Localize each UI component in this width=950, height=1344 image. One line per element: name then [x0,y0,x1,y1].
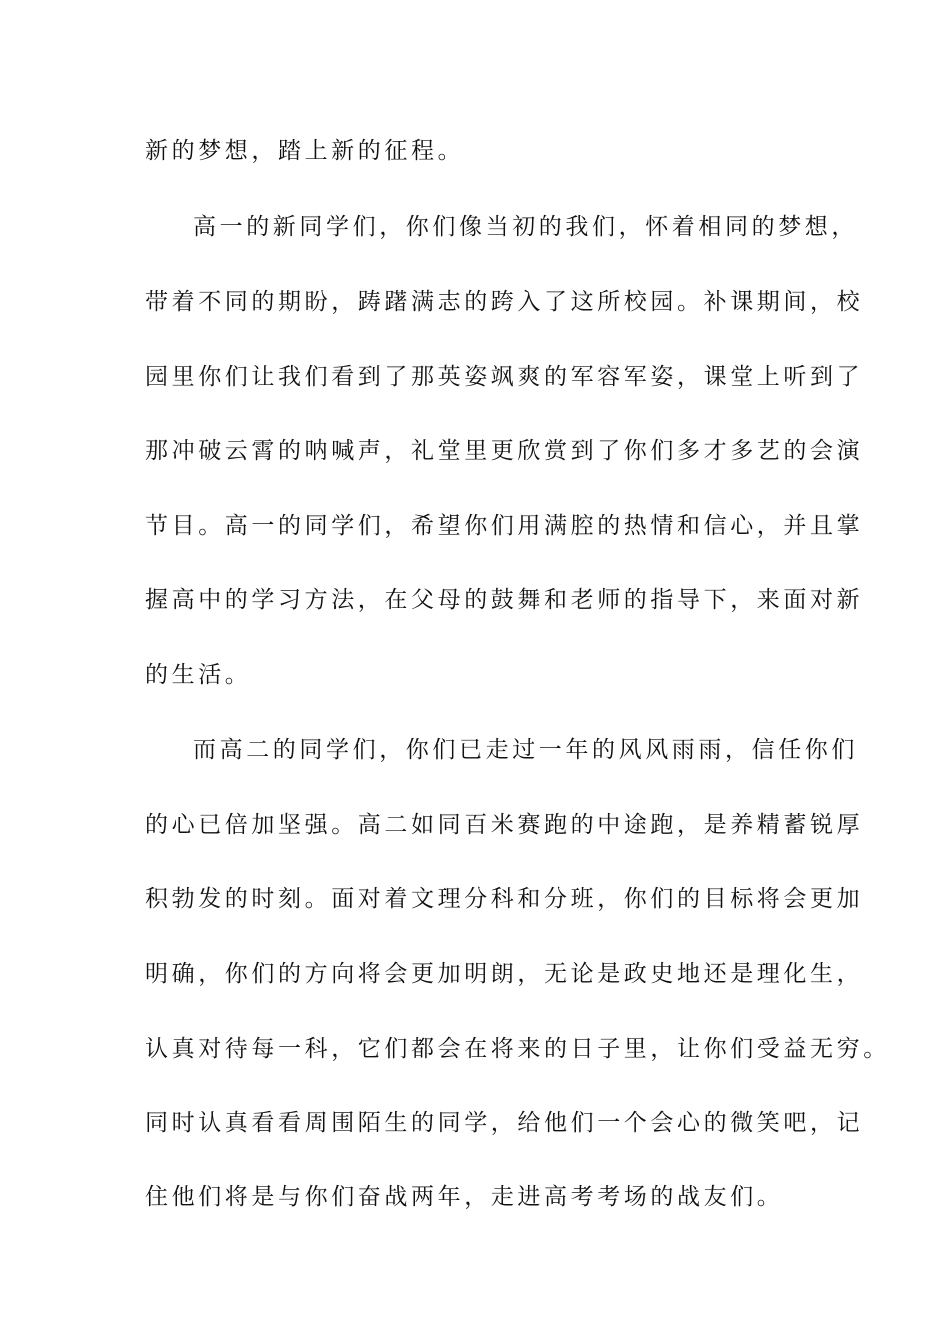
paragraph-line: 高一的新同学们，你们像当初的我们，怀着相同的梦想， [193,214,858,240]
paragraph-line: 认真对待每一科，它们都会在将来的日子里，让你们受益无穷。 [145,1036,890,1062]
paragraph-line: 园里你们让我们看到了那英姿飒爽的军容军姿，课堂上听到了 [145,364,864,390]
paragraph-line: 明确，你们的方向将会更加明朗，无论是政史地还是理化生， [145,961,864,987]
paragraph-line: 新的梦想，踏上新的征程。 [145,138,465,164]
paragraph-line: 的心已倍加坚强。高二如同百米赛跑的中途跑，是养精蓄锐厚 [145,812,864,838]
paragraph-line: 节目。高一的同学们，希望你们用满腔的热情和信心，并且掌 [145,513,864,539]
paragraph-line: 住他们将是与你们奋战两年，走进高考考场的战友们。 [145,1184,784,1210]
paragraph-line: 的生活。 [145,662,252,688]
paragraph-line: 握高中的学习方法，在父母的鼓舞和老师的指导下，来面对新 [145,587,864,613]
paragraph-line: 而高二的同学们，你们已走过一年的风风雨雨，信任你们 [193,737,858,763]
paragraph-line: 那冲破云霄的呐喊声，礼堂里更欣赏到了你们多才多艺的会演 [145,438,864,464]
paragraph-line: 带着不同的期盼，踌躇满志的跨入了这所校园。补课期间，校 [145,289,864,315]
paragraph-line: 同时认真看看周围陌生的同学，给他们一个会心的微笑吧，记 [145,1110,864,1136]
paragraph-line: 积勃发的时刻。面对着文理分科和分班，你们的目标将会更加 [145,886,864,912]
